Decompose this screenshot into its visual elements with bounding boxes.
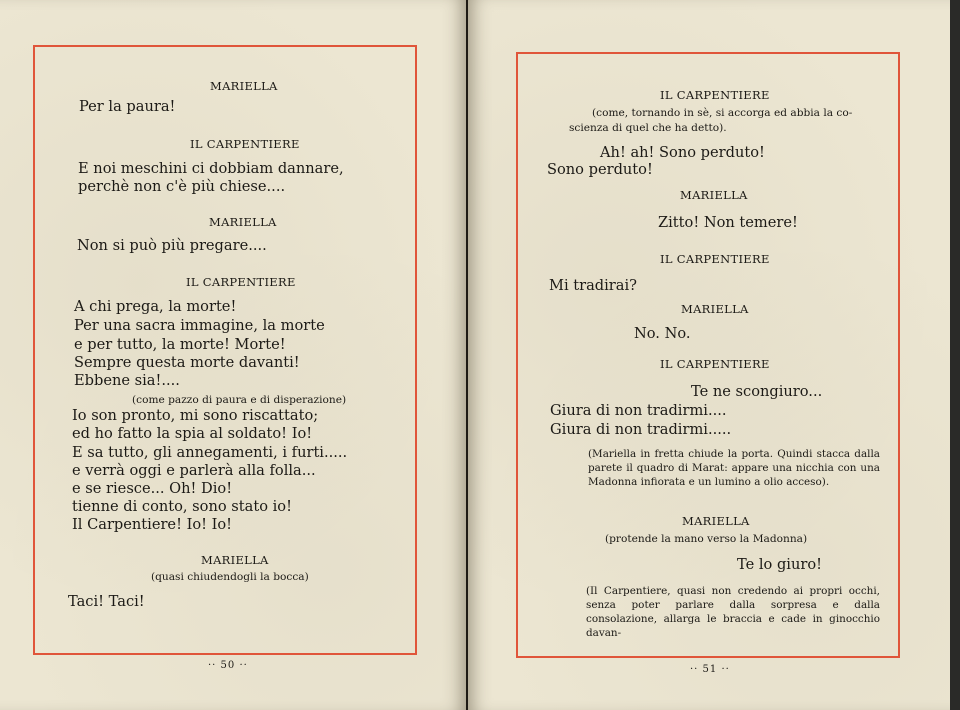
verse-line: e per tutto, la morte! Morte! (74, 336, 286, 353)
stage-direction: scienza di quel che ha detto). (569, 122, 727, 134)
stage-direction: (come, tornando in sè, si accorga ed abbia la co- (592, 107, 853, 119)
speaker-label: MARIELLA (210, 79, 278, 93)
verse-line: Zitto! Non temere! (658, 214, 798, 231)
verse-line: E sa tutto, gli annegamenti, i furti..... (72, 444, 348, 461)
speaker-label: IL CARPENTIERE (660, 357, 770, 371)
verse-line: Per una sacra immagine, la morte (74, 317, 325, 334)
speaker-label: IL CARPENTIERE (660, 252, 770, 266)
speaker-label: IL CARPENTIERE (660, 88, 770, 102)
verse-line: E noi meschini ci dobbiam dannare, (78, 160, 344, 177)
speaker-label: MARIELLA (680, 188, 748, 202)
verse-line: e se riesce... Oh! Dio! (72, 480, 233, 497)
verse-line: No. No. (634, 325, 691, 342)
verse-line: Non si può più pregare.... (77, 237, 267, 254)
stage-direction: (quasi chiudendogli la bocca) (151, 571, 309, 583)
book-edge (950, 0, 960, 710)
verse-line: Ebbene sia!.... (74, 372, 180, 389)
verse-line: e verrà oggi e parlerà alla folla... (72, 462, 316, 479)
verse-line: A chi prega, la morte! (74, 298, 237, 315)
verse-line: Te ne scongiuro... (691, 383, 823, 400)
stage-direction: (protende la mano verso la Madonna) (605, 533, 808, 545)
verse-line: Sempre questa morte davanti! (74, 354, 300, 371)
verse-line: Mi tradirai? (549, 277, 637, 294)
speaker-label: IL CARPENTIERE (190, 137, 300, 151)
verse-line: Te lo giuro! (737, 556, 823, 573)
verse-line: Giura di non tradirmi..... (550, 421, 732, 438)
verse-line: Sono perduto! (547, 161, 653, 178)
page-number: ·· 51 ·· (690, 664, 730, 675)
verse-line: Il Carpentiere! Io! Io! (72, 516, 233, 533)
speaker-label: MARIELLA (681, 302, 749, 316)
stage-direction: (Il Carpentiere, quasi non credendo ai propri occhi, senza poter parlare dalla sorpresa e dalla consolazione, allarga le braccia e cade in ginocchio davan- (586, 585, 880, 639)
verse-line: Taci! Taci! (68, 593, 145, 610)
verse-line: Ah! ah! Sono perduto! (600, 144, 765, 161)
verse-line: Io son pronto, mi sono riscattato; (72, 407, 319, 424)
page-number: ·· 50 ·· (208, 660, 248, 671)
speaker-label: IL CARPENTIERE (186, 275, 296, 289)
verse-line: tienne di conto, sono stato io! (72, 498, 292, 515)
speaker-label: MARIELLA (201, 553, 269, 567)
verse-line: Giura di non tradirmi.... (550, 402, 727, 419)
stage-direction: (come pazzo di paura e di disperazione) (132, 394, 347, 406)
verse-line: Per la paura! (79, 98, 176, 115)
verse-line: ed ho fatto la spia al soldato! Io! (72, 425, 313, 442)
speaker-label: MARIELLA (209, 215, 277, 229)
verse-line: perchè non c'è più chiese.... (78, 178, 286, 195)
stage-direction: (Mariella in fretta chiude la porta. Quindi stacca dalla parete il quadro di Marat: appare una nicchia con una Madonna infiorata e un lumino a olio acceso). (588, 448, 880, 488)
speaker-label: MARIELLA (682, 514, 750, 528)
